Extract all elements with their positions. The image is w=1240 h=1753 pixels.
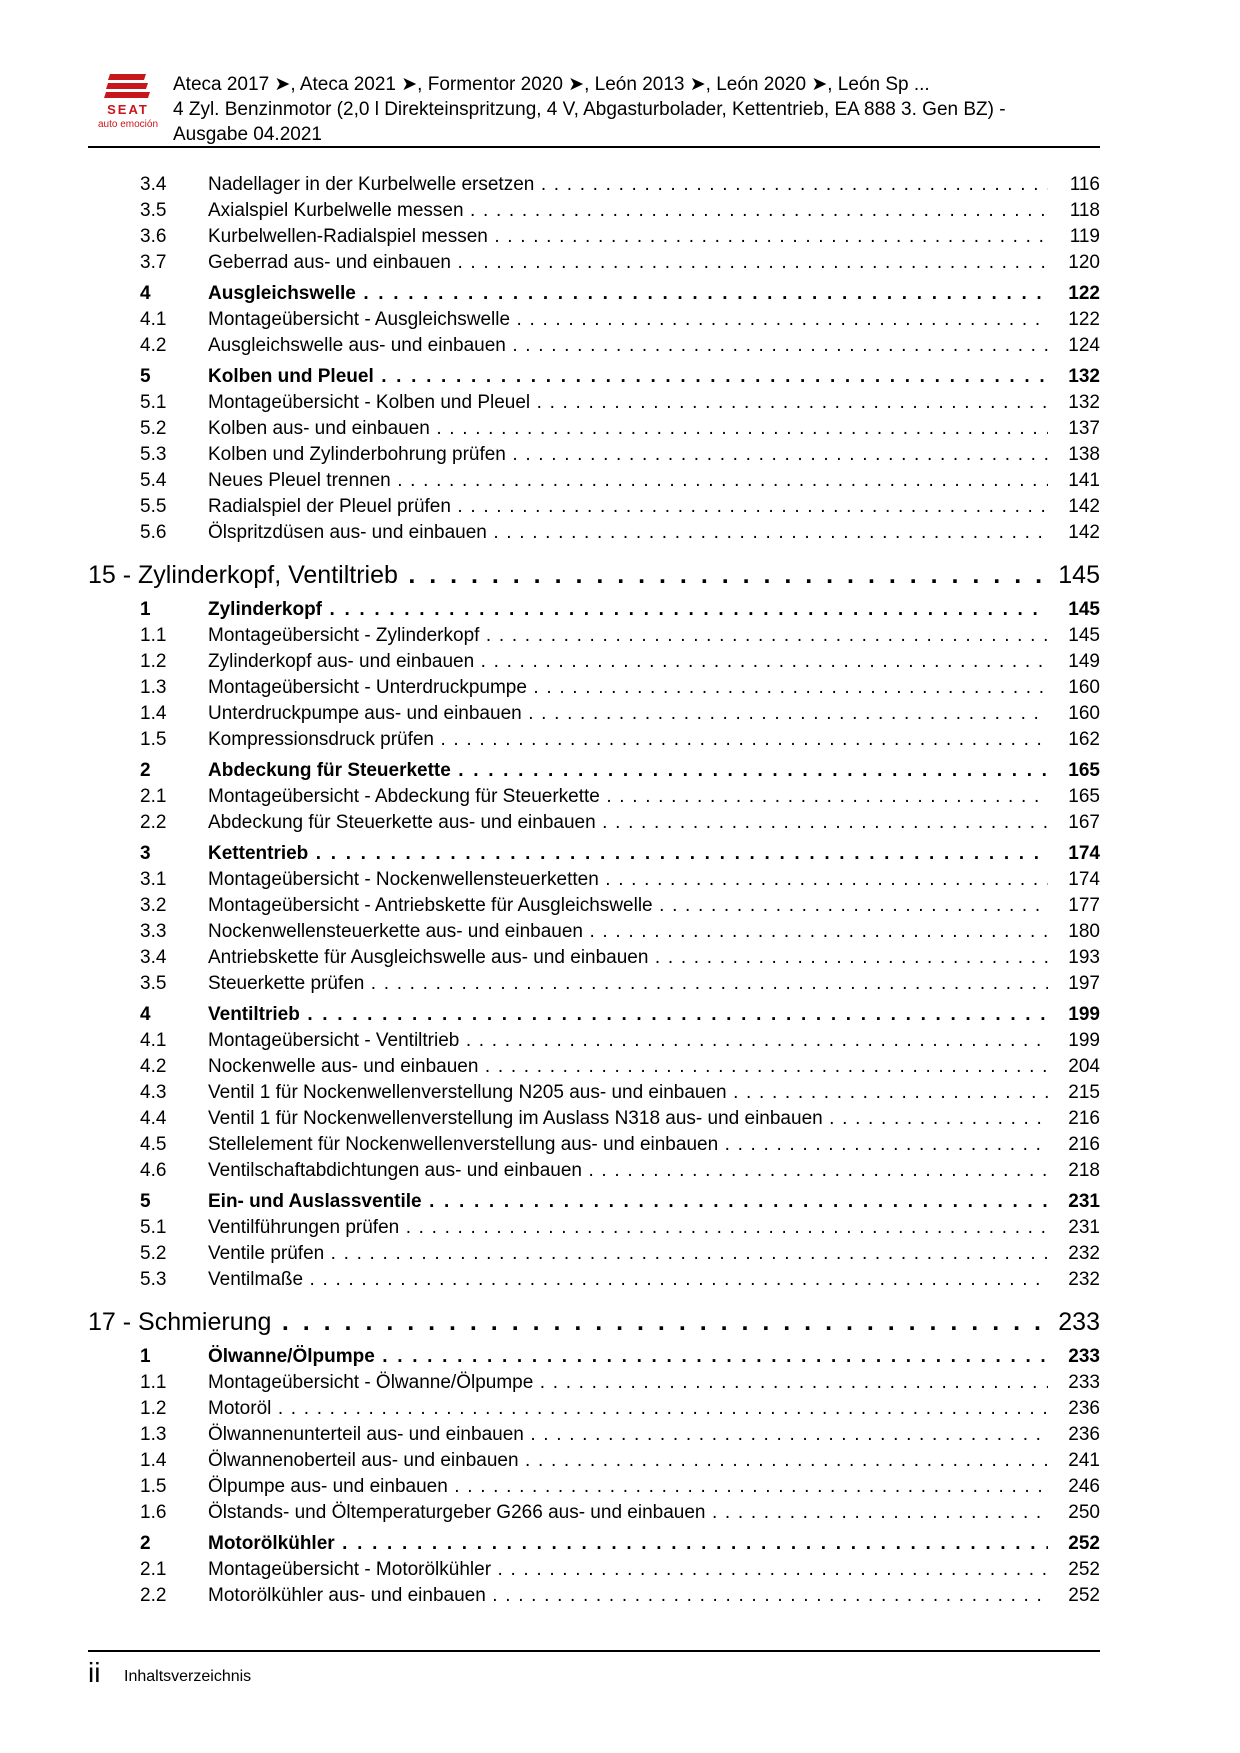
toc-entry-page: 165	[1068, 760, 1100, 781]
toc-entry-page: 167	[1068, 812, 1100, 833]
toc-item[interactable]	[88, 1080, 1100, 1106]
toc-entry-number: 4	[140, 1004, 151, 1025]
toc-item[interactable]	[88, 442, 1100, 468]
toc-item[interactable]	[88, 1422, 1100, 1448]
toc-entry-number: 5	[140, 1191, 151, 1212]
toc-item[interactable]	[88, 675, 1100, 701]
toc-item[interactable]	[88, 784, 1100, 810]
toc-item[interactable]	[88, 919, 1100, 945]
toc-item[interactable]	[88, 250, 1100, 276]
toc-entry-title: Nockenwellensteuerkette aus- und einbauen . . .	[208, 919, 1048, 945]
toc-item[interactable]	[88, 333, 1100, 359]
toc-entry-page: 252	[1068, 1559, 1100, 1580]
toc-entry-number: 3.5	[140, 973, 167, 994]
toc-section[interactable]	[88, 1002, 1100, 1028]
toc-entry-title: Ventilführungen prüfen . . .	[208, 1215, 1048, 1241]
toc-item[interactable]	[88, 1448, 1100, 1474]
toc-entry-title: Montageübersicht - Ausgleichswelle . . .	[208, 307, 1048, 333]
toc-item[interactable]	[88, 224, 1100, 250]
toc-entry-page: 246	[1068, 1476, 1100, 1497]
toc-entry-page: 120	[1068, 252, 1100, 273]
toc-entry-title: Motoröl . . .	[208, 1396, 1048, 1422]
toc-item[interactable]	[88, 494, 1100, 520]
toc-entry-page: 132	[1068, 366, 1100, 387]
toc-entry-page: 145	[1068, 625, 1100, 646]
toc-item[interactable]	[88, 390, 1100, 416]
toc-entry-number: 5.1	[140, 392, 167, 413]
toc-entry-title: Ventile prüfen . . .	[208, 1241, 1048, 1267]
toc-item[interactable]	[88, 1028, 1100, 1054]
toc-entry-page: 233	[1068, 1346, 1100, 1367]
toc-entry-title: 17 - Schmierung . . .	[88, 1305, 1048, 1339]
toc-entry-page: 250	[1068, 1502, 1100, 1523]
toc-entry-page: 174	[1068, 869, 1100, 890]
toc-entry-page: 174	[1068, 843, 1100, 864]
toc-entry-page: 197	[1068, 973, 1100, 994]
toc-entry-page: 160	[1068, 703, 1100, 724]
toc-entry-page: 141	[1068, 470, 1100, 491]
toc-entry-title: Kolben und Zylinderbohrung prüfen . . .	[208, 442, 1048, 468]
toc-entry-number: 4.2	[140, 1056, 167, 1077]
toc-entry-number: 4.1	[140, 1030, 167, 1051]
toc-entry-page: 119	[1069, 226, 1100, 247]
toc-entry-page: 149	[1068, 651, 1100, 672]
toc-entry-title: Montageübersicht - Unterdruckpumpe . . .	[208, 675, 1048, 701]
toc-entry-page: 233	[1068, 1372, 1100, 1393]
toc-entry-number: 1	[140, 1346, 151, 1367]
toc-section[interactable]	[88, 758, 1100, 784]
toc-item[interactable]	[88, 307, 1100, 333]
toc-item[interactable]	[88, 1158, 1100, 1184]
toc-entry-number: 4.1	[140, 309, 167, 330]
toc-entry-page: 122	[1068, 283, 1100, 304]
toc-entry-number: 1	[140, 599, 151, 620]
toc-item[interactable]	[88, 1500, 1100, 1526]
toc-entry-title: Motorölkühler aus- und einbauen . . .	[208, 1583, 1048, 1609]
toc-entry-title: Kurbelwellen-Radialspiel messen . . .	[208, 224, 1048, 250]
toc-entry-page: 145	[1058, 561, 1100, 589]
toc-item[interactable]	[88, 1215, 1100, 1241]
toc-entry-number: 3	[140, 843, 151, 864]
toc-entry-number: 4.5	[140, 1134, 167, 1155]
toc-entry-title: Ventil 1 für Nockenwellenverstellung N205 aus- und einbauen . . .	[208, 1080, 1048, 1106]
header-divider	[88, 146, 1100, 148]
toc-item[interactable]	[88, 867, 1100, 893]
toc-entry-title: Abdeckung für Steuerkette . . .	[208, 758, 1048, 784]
toc-entry-number: 4.4	[140, 1108, 167, 1129]
toc-entry-page: 165	[1068, 786, 1100, 807]
toc-entry-page: 124	[1068, 335, 1100, 356]
footer-divider	[88, 1650, 1100, 1652]
toc-entry-number: 5.1	[140, 1217, 167, 1238]
toc-entry-page: 218	[1068, 1160, 1100, 1181]
toc-entry-number: 1.3	[140, 677, 167, 698]
toc-entry-number: 4.3	[140, 1082, 167, 1103]
toc-entry-title: Unterdruckpumpe aus- und einbauen . . .	[208, 701, 1048, 727]
toc-item[interactable]	[88, 1267, 1100, 1293]
toc-item[interactable]	[88, 1557, 1100, 1583]
toc-item[interactable]	[88, 520, 1100, 546]
toc-entry-page: 122	[1068, 309, 1100, 330]
toc-entry-number: 3.5	[140, 200, 167, 221]
toc-entry-number: 1.1	[140, 1372, 167, 1393]
toc-entry-title: Ölpumpe aus- und einbauen . . .	[208, 1474, 1048, 1500]
toc-entry-page: 252	[1068, 1585, 1100, 1606]
toc-entry-number: 5.2	[140, 418, 167, 439]
toc-section[interactable]	[88, 281, 1100, 307]
toc-entry-number: 1.4	[140, 1450, 167, 1471]
toc-entry-title: Ölstands- und Öltemperaturgeber G266 aus- und einbauen . . .	[208, 1500, 1048, 1526]
toc-item[interactable]	[88, 468, 1100, 494]
toc-entry-number: 1.3	[140, 1424, 167, 1445]
seat-logo	[88, 72, 168, 132]
toc-item[interactable]	[88, 172, 1100, 198]
toc-item[interactable]	[88, 416, 1100, 442]
toc-entry-page: 241	[1068, 1450, 1100, 1471]
toc-item[interactable]	[88, 1132, 1100, 1158]
toc-item[interactable]	[88, 893, 1100, 919]
toc-entry-title: Nockenwelle aus- und einbauen . . .	[208, 1054, 1048, 1080]
toc-entry-number: 5.6	[140, 522, 167, 543]
toc-entry-page: 118	[1069, 200, 1100, 221]
toc-entry-title: Abdeckung für Steuerkette aus- und einbauen . . .	[208, 810, 1048, 836]
toc-entry-title: Ventilschaftabdichtungen aus- und einbauen . . .	[208, 1158, 1048, 1184]
toc-item[interactable]	[88, 727, 1100, 753]
toc-entry-title: Kettentrieb . . .	[208, 841, 1048, 867]
toc-entry-title: Kolben aus- und einbauen . . .	[208, 416, 1048, 442]
toc-entry-page: 204	[1068, 1056, 1100, 1077]
toc-entry-title: Neues Pleuel trennen . . .	[208, 468, 1048, 494]
toc-entry-page: 233	[1058, 1308, 1100, 1336]
toc-item[interactable]	[88, 1241, 1100, 1267]
toc-entry-title: Montageübersicht - Ventiltrieb . . .	[208, 1028, 1048, 1054]
toc-entry-title: Ausgleichswelle . . .	[208, 281, 1048, 307]
toc-entry-page: 137	[1068, 418, 1100, 439]
toc-entry-title: Montageübersicht - Antriebskette für Ausgleichswelle . . .	[208, 893, 1048, 919]
logo-word: SEAT	[107, 102, 149, 117]
toc-section[interactable]	[88, 1344, 1100, 1370]
toc-entry-page: 116	[1069, 174, 1100, 195]
toc-entry-number: 5.2	[140, 1243, 167, 1264]
toc-entry-page: 160	[1068, 677, 1100, 698]
toc-entry-page: 199	[1068, 1004, 1100, 1025]
toc-entry-number: 2.2	[140, 1585, 167, 1606]
toc-entry-number: 1.2	[140, 1398, 167, 1419]
toc-entry-number: 1.5	[140, 729, 167, 750]
toc-entry-title: Stellelement für Nockenwellenverstellung aus- und einbauen . . .	[208, 1132, 1048, 1158]
toc-entry-title: Antriebskette für Ausgleichswelle aus- und einbauen . . .	[208, 945, 1048, 971]
toc-section[interactable]	[88, 841, 1100, 867]
toc-entry-title: Montageübersicht - Nockenwellensteuerketten . . .	[208, 867, 1048, 893]
toc-entry-page: 232	[1068, 1243, 1100, 1264]
toc-entry-title: 15 - Zylinderkopf, Ventiltrieb . . .	[88, 558, 1048, 592]
toc-section[interactable]	[88, 1189, 1100, 1215]
toc-entry-number: 4.2	[140, 335, 167, 356]
toc-item[interactable]	[88, 649, 1100, 675]
toc-entry-number: 3.6	[140, 226, 167, 247]
toc-entry-number: 3.2	[140, 895, 167, 916]
toc-entry-title: Montageübersicht - Kolben und Pleuel . . .	[208, 390, 1048, 416]
toc-entry-page: 216	[1068, 1108, 1100, 1129]
toc-entry-page: 215	[1068, 1082, 1100, 1103]
toc-entry-title: Steuerkette prüfen . . .	[208, 971, 1048, 997]
toc-entry-number: 4.6	[140, 1160, 167, 1181]
logo-tagline: auto emoción	[97, 119, 159, 130]
toc-entry-title: Ventilmaße . . .	[208, 1267, 1048, 1293]
toc-entry-title: Ölwannenoberteil aus- und einbauen . . .	[208, 1448, 1048, 1474]
toc-entry-title: Ventil 1 für Nockenwellenverstellung im Auslass N318 aus- und einbauen . . .	[208, 1106, 1048, 1132]
toc-entry-page: 142	[1068, 496, 1100, 517]
toc-entry-number: 2	[140, 760, 151, 781]
toc-entry-page: 236	[1068, 1398, 1100, 1419]
toc-entry-number: 5.4	[140, 470, 167, 491]
toc-entry-page: 216	[1068, 1134, 1100, 1155]
toc-item[interactable]	[88, 945, 1100, 971]
toc-entry-title: Montageübersicht - Zylinderkopf . . .	[208, 623, 1048, 649]
toc-entry-title: Kompressionsdruck prüfen . . .	[208, 727, 1048, 753]
toc-item[interactable]	[88, 1474, 1100, 1500]
toc-entry-title: Axialspiel Kurbelwelle messen . . .	[208, 198, 1048, 224]
toc-entry-number: 2.2	[140, 812, 167, 833]
toc-entry-number: 3.1	[140, 869, 167, 890]
toc-entry-number: 1.6	[140, 1502, 167, 1523]
toc-entry-title: Ventiltrieb . . .	[208, 1002, 1048, 1028]
toc-entry-page: 177	[1068, 895, 1100, 916]
footer-label: Inhaltsverzeichnis	[124, 1668, 252, 1685]
toc-item[interactable]	[88, 971, 1100, 997]
toc-entry-page: 252	[1068, 1533, 1100, 1554]
toc-item[interactable]	[88, 623, 1100, 649]
toc-chapter[interactable]	[88, 558, 1100, 592]
toc-entry-page: 142	[1068, 522, 1100, 543]
toc-entry-number: 5	[140, 366, 151, 387]
toc-entry-title: Nadellager in der Kurbelwelle ersetzen . . .	[208, 172, 1048, 198]
header-models: Ateca 2017 ➤, Ateca 2021 ➤, Formentor 2020 ➤, León 2013 ➤, León 2020 ➤, León Sp ...	[173, 74, 930, 95]
toc-item[interactable]	[88, 198, 1100, 224]
toc-entry-page: 193	[1068, 947, 1100, 968]
toc-item[interactable]	[88, 810, 1100, 836]
toc-entry-number: 5.3	[140, 444, 167, 465]
toc-section[interactable]	[88, 364, 1100, 390]
toc-entry-number: 3.4	[140, 174, 167, 195]
toc-entry-title: Ölwannenunterteil aus- und einbauen . . .	[208, 1422, 1048, 1448]
toc-entry-title: Montageübersicht - Ölwanne/Ölpumpe . . .	[208, 1370, 1048, 1396]
toc-entry-page: 236	[1068, 1424, 1100, 1445]
toc-entry-title: Zylinderkopf aus- und einbauen . . .	[208, 649, 1048, 675]
toc-entry-title: Ölspritzdüsen aus- und einbauen . . .	[208, 520, 1048, 546]
toc-entry-title: Geberrad aus- und einbauen . . .	[208, 250, 1048, 276]
footer-page-number: ii	[88, 1657, 101, 1688]
table-of-contents	[88, 172, 1100, 1609]
toc-entry-title: Ein- und Auslassventile . . .	[208, 1189, 1048, 1215]
toc-entry-number: 3.4	[140, 947, 167, 968]
toc-entry-number: 3.7	[140, 252, 167, 273]
toc-entry-page: 231	[1068, 1217, 1100, 1238]
header-edition: Ausgabe 04.2021	[173, 124, 322, 145]
toc-entry-title: Montageübersicht - Motorölkühler . . .	[208, 1557, 1048, 1583]
toc-entry-number: 2.1	[140, 786, 167, 807]
toc-entry-title: Ausgleichswelle aus- und einbauen . . .	[208, 333, 1048, 359]
toc-entry-page: 199	[1068, 1030, 1100, 1051]
toc-entry-title: Montageübersicht - Abdeckung für Steuerkette . . .	[208, 784, 1048, 810]
toc-entry-number: 1.5	[140, 1476, 167, 1497]
toc-entry-page: 132	[1068, 392, 1100, 413]
toc-entry-page: 162	[1068, 729, 1100, 750]
toc-section[interactable]	[88, 597, 1100, 623]
toc-entry-page: 138	[1068, 444, 1100, 465]
toc-entry-title: Kolben und Pleuel . . .	[208, 364, 1048, 390]
toc-entry-number: 5.3	[140, 1269, 167, 1290]
toc-entry-title: Motorölkühler . . .	[208, 1531, 1048, 1557]
toc-entry-number: 5.5	[140, 496, 167, 517]
toc-item[interactable]	[88, 1370, 1100, 1396]
toc-entry-page: 231	[1068, 1191, 1100, 1212]
toc-entry-number: 4	[140, 283, 151, 304]
toc-entry-number: 2	[140, 1533, 151, 1554]
toc-entry-title: Zylinderkopf . . .	[208, 597, 1048, 623]
toc-item[interactable]	[88, 1106, 1100, 1132]
toc-entry-page: 180	[1068, 921, 1100, 942]
toc-chapter[interactable]	[88, 1305, 1100, 1339]
toc-item[interactable]	[88, 701, 1100, 727]
toc-item[interactable]	[88, 1583, 1100, 1609]
toc-item[interactable]	[88, 1054, 1100, 1080]
toc-entry-number: 1.1	[140, 625, 167, 646]
toc-item[interactable]	[88, 1396, 1100, 1422]
toc-section[interactable]	[88, 1531, 1100, 1557]
toc-entry-title: Radialspiel der Pleuel prüfen . . .	[208, 494, 1048, 520]
toc-entry-number: 1.4	[140, 703, 167, 724]
header-engine: 4 Zyl. Benzinmotor (2,0 l Direkteinspritzung, 4 V, Abgasturbolader, Kettentrieb, EA 888 3. Gen BZ) -	[173, 99, 1006, 120]
toc-entry-page: 145	[1068, 599, 1100, 620]
toc-entry-number: 3.3	[140, 921, 167, 942]
toc-entry-title: Ölwanne/Ölpumpe . . .	[208, 1344, 1048, 1370]
toc-entry-page: 232	[1068, 1269, 1100, 1290]
toc-entry-number: 1.2	[140, 651, 167, 672]
toc-entry-number: 2.1	[140, 1559, 167, 1580]
document-header	[173, 72, 1006, 147]
